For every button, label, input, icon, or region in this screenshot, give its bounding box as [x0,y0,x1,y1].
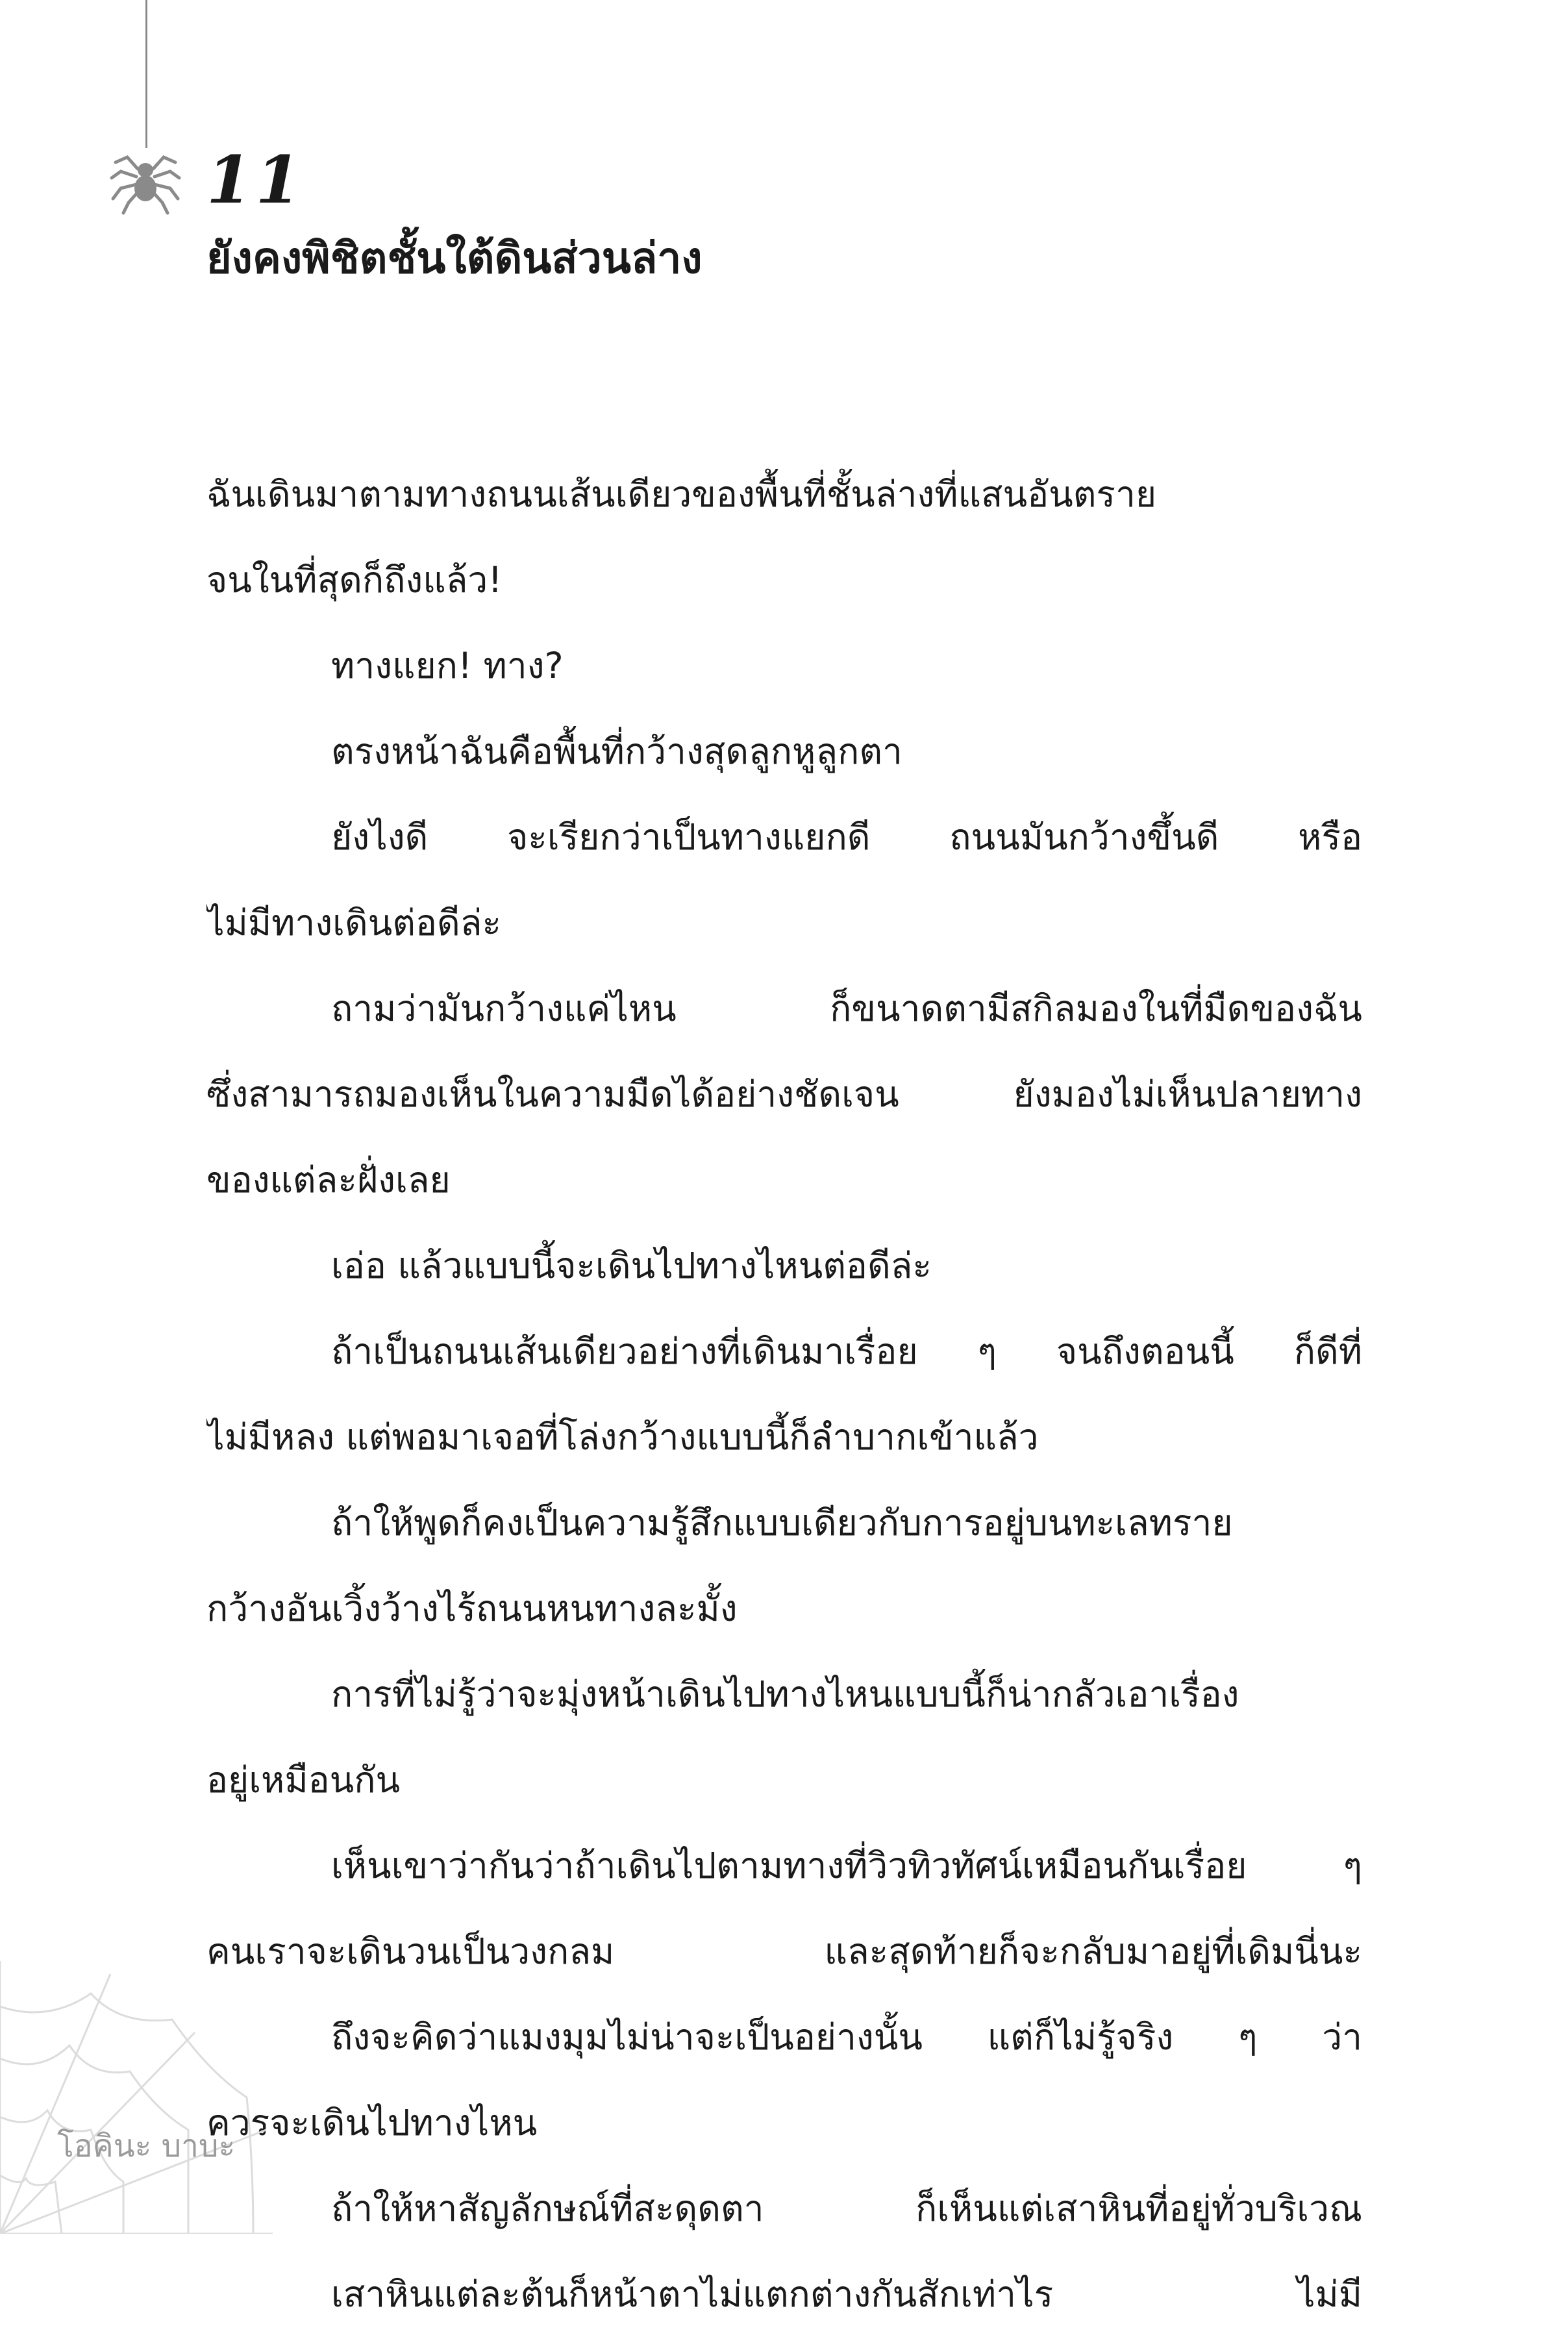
cobweb-icon [0,1935,273,2234]
paragraph-line: ยังไงดี จะเรียกว่าเป็นทางแยกดี ถนนมันกว้างขึ้นดี หรือ [331,816,1362,858]
paragraph-line: ไม่มีหลง แต่พอมาเจอที่โล่งกว้างแบบนี้ก็ลำบากเข้าแล้ว [206,1416,1039,1458]
chapter-title: ยังคงพิชิตชั้นใต้ดินส่วนล่าง [206,233,703,283]
paragraph-line: ไม่มีทางเดินต่อดีล่ะ [206,902,501,944]
paragraph-line: ซึ่งสามารถมองเห็นในความมืดได้อย่างชัดเจน ยังมองไม่เห็นปลายทาง [206,1073,1362,1115]
paragraph-line: ถ้าให้พูดก็คงเป็นความรู้สึกแบบเดียวกับการอยู่บนทะเลทราย [331,1502,1233,1543]
paragraph-line: การที่ไม่รู้ว่าจะมุ่งหน้าเดินไปทางไหนแบบนี้ก็น่ากลัวเอาเรื่อง [331,1673,1239,1715]
paragraph-line: ถึงจะคิดว่าแมงมุมไม่น่าจะเป็นอย่างนั้น แต่ก็ไม่รู้จริง ๆ ว่า [331,2016,1362,2058]
spider-thread [145,0,147,148]
paragraph-line: ทางแยก! ทาง? [331,645,564,686]
paragraph-line: ฉันเดินมาตามทางถนนเส้นเดียวของพื้นที่ชั้นล่างที่แสนอันตราย [206,473,1157,515]
paragraph-line: เสาหินแต่ละต้นก็หน้าตาไม่แตกต่างกันสักเท่าไร ไม่มี [331,2273,1362,2315]
paragraph-line: ควรจะเดินไปทางไหน [206,2102,538,2143]
paragraph-line: ตรงหน้าฉันคือพื้นที่กว้างสุดลูกหูลูกตา [331,731,902,772]
paragraph-line: ถามว่ามันกว้างแค่ไหน ก็ขนาดตามีสกิลมองในที่มืดของฉัน [331,988,1362,1029]
author-footer: โอคินะ บาบะ [57,2128,236,2164]
paragraph-line: จนในที่สุดก็ถึงแล้ว! [206,559,503,601]
paragraph-line: ถ้าเป็นถนนเส้นเดียวอย่างที่เดินมาเรื่อย ๆ จนถึงตอนนี้ ก็ดีที่ [331,1331,1362,1372]
paragraph-line: คนเราจะเดินวนเป็นวงกลม และสุดท้ายก็จะกลับมาอยู่ที่เดิมนี่นะ [206,1931,1362,1972]
paragraph-line: อยู่เหมือนกัน [206,1759,401,1801]
spider-icon [109,143,182,216]
body-text [206,451,1362,2337]
paragraph-line: เห็นเขาว่ากันว่าถ้าเดินไปตามทางที่วิวทิวทัศน์เหมือนกันเรื่อย ๆ [331,1845,1362,1886]
chapter-number: 11 [206,142,305,218]
paragraph-line: ถ้าให้หาสัญลักษณ์ที่สะดุดตา ก็เห็นแต่เสาหินที่อยู่ทั่วบริเวณ [331,2188,1362,2229]
paragraph-line: ของแต่ละฝั่งเลย [206,1159,451,1201]
paragraph-line: เอ่อ แล้วแบบนี้จะเดินไปทางไหนต่อดีล่ะ [331,1245,932,1286]
paragraph-line: กว้างอันเวิ้งว้างไร้ถนนหนทางละมั้ง [206,1588,738,1629]
